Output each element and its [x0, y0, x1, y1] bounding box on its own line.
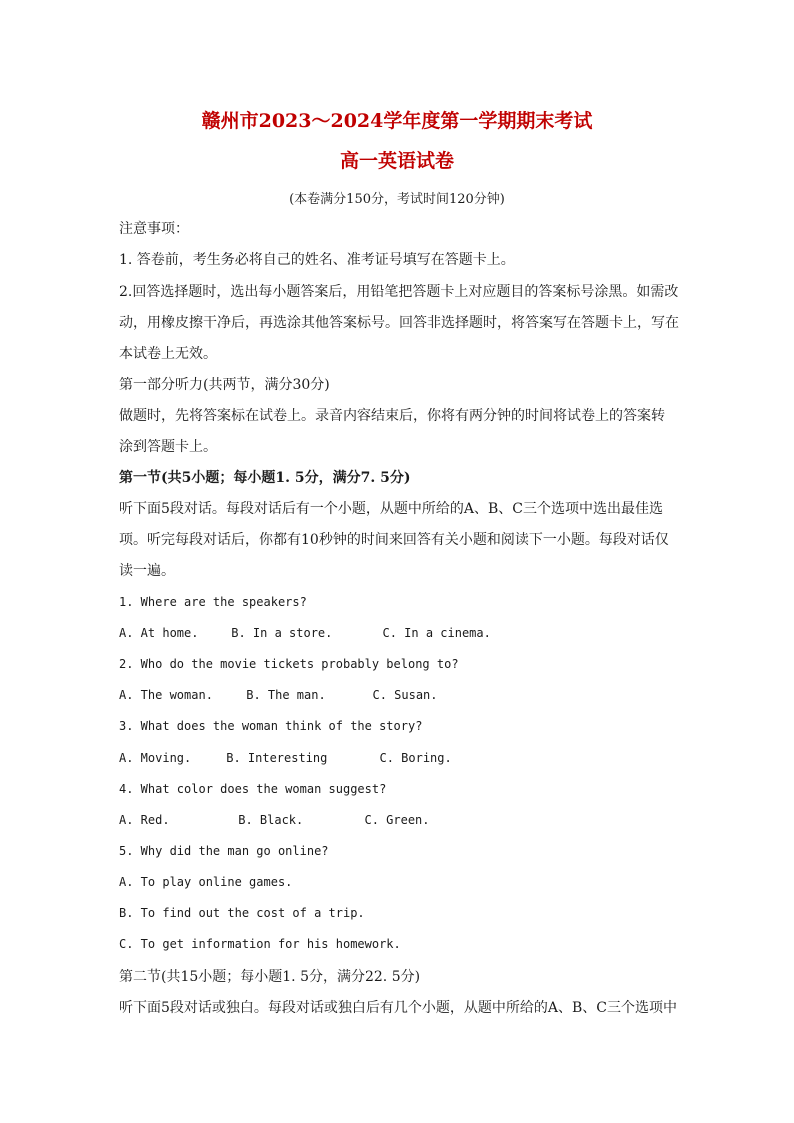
question-1: 1. Where are the speakers? — [119, 595, 307, 609]
section1-desc-line-1: 听下面5段对话。每段对话后有一个小题，从题中所给的A、B、C三个选项中选出最佳选 — [119, 501, 664, 517]
page-title: 赣州市2023～2024学年度第一学期期末考试 — [201, 110, 593, 132]
section1-desc-line-3: 读一遍。 — [119, 563, 175, 579]
question-2-options — [119, 688, 438, 702]
question-5: 5. Why did the man go online? — [119, 844, 329, 858]
part1-desc-line-1: 做题时，先将答案标在试卷上。录音内容结束后，你将有两分钟的时间将试卷上的答案转 — [119, 408, 665, 424]
instruction-1: 1. 答卷前，考生务必将自己的姓名、准考证号填写在答题卡上。 — [119, 252, 515, 268]
option-c: C. Green. — [364, 813, 430, 827]
option-b: B. In a store. — [231, 626, 333, 640]
question-5-option-b: B. To find out the cost of a trip. — [119, 906, 365, 920]
instruction-2-line-3: 本试卷上无效。 — [119, 346, 217, 362]
question-2: 2. Who do the movie tickets probably belong to? — [119, 657, 459, 671]
option-b: B. Interesting — [226, 751, 328, 765]
option-a: A. Red. — [119, 813, 170, 827]
section1-heading: 第一节(共5小题；每小题1. 5分，满分7. 5分) — [119, 470, 411, 486]
option-a: A. At home. — [119, 626, 199, 640]
section2-heading: 第二节(共15小题；每小题1. 5分，满分22. 5分) — [119, 969, 421, 985]
option-b: B. The man. — [246, 688, 326, 702]
part1-desc-line-2: 涂到答题卡上。 — [119, 439, 217, 455]
question-1-options — [119, 626, 491, 640]
question-5-option-a: A. To play online games. — [119, 875, 293, 889]
section1-desc-line-2: 项。听完每段对话后，你都有10秒钟的时间来回答有关小题和阅读下一小题。每段对话仅 — [119, 532, 669, 548]
option-b: B. Black. — [238, 813, 304, 827]
instruction-2-line-1: 2.回答选择题时，选出每小题答案后，用铅笔把答题卡上对应题目的答案标号涂黑。如需改 — [119, 284, 679, 300]
option-c: C. Boring. — [379, 751, 452, 765]
option-a: A. The woman. — [119, 688, 213, 702]
instruction-2-line-2: 动，用橡皮擦干净后，再选涂其他答案标号。回答非选择题时，将答案写在答题卡上，写在 — [119, 315, 679, 331]
option-c: C. Susan. — [372, 688, 438, 702]
exam-note: (本卷满分150分，考试时间120分钟) — [289, 192, 505, 207]
part1-heading: 第一部分听力(共两节，满分30分) — [119, 377, 330, 393]
question-5-option-c: C. To get information for his homework. — [119, 937, 401, 951]
question-3-options — [119, 751, 452, 765]
option-a: A. Moving. — [119, 751, 192, 765]
question-4-options — [119, 813, 430, 827]
option-c: C. In a cinema. — [382, 626, 491, 640]
section2-desc-line-1: 听下面5段对话或独白。每段对话或独白后有几个小题，从题中所给的A、B、C三个选项中 — [119, 1000, 678, 1016]
question-4: 4. What color does the woman suggest? — [119, 782, 387, 796]
page-subtitle: 高一英语试卷 — [339, 150, 454, 172]
question-3: 3. What does the woman think of the story? — [119, 719, 423, 733]
instructions-heading: 注意事项： — [119, 221, 189, 237]
